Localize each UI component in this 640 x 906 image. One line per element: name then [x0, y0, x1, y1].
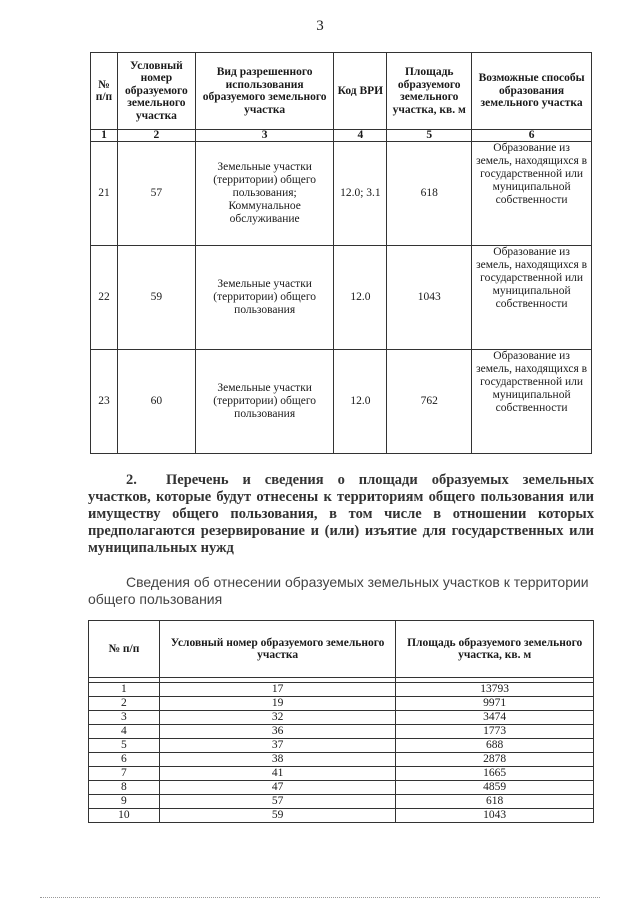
section-text: Перечень и сведения о площади образуемых земельных участков, которые будут отнесены к территориям общего пользования или имуществу общего пользования, в том числе в отношении которых предполагаются резервирование и (или) изъятие для государственных или муниципальных нужд: [88, 472, 594, 556]
row-number: 3: [89, 711, 160, 725]
public-use-plots-table: [88, 620, 594, 823]
table-row: [89, 753, 594, 767]
plot-area: 1773: [396, 725, 594, 739]
plot-number: 59: [159, 809, 396, 823]
plot-area: 1043: [387, 246, 472, 350]
row-number: 6: [89, 753, 160, 767]
plot-area: 3474: [396, 711, 594, 725]
plot-area: 1043: [396, 809, 594, 823]
row-number: 1: [89, 683, 160, 697]
row-number: 4: [89, 725, 160, 739]
row-number: 7: [89, 767, 160, 781]
table-row: [89, 809, 594, 823]
vri-code: 12.0: [334, 246, 387, 350]
table-row: [89, 739, 594, 753]
plot-area: 618: [396, 795, 594, 809]
plot-area: 9971: [396, 697, 594, 711]
table-row: [89, 711, 594, 725]
header-cell: Условный номер образуемого земельного участка: [117, 53, 195, 130]
plot-number: 41: [159, 767, 396, 781]
section-heading: [88, 472, 594, 557]
header-cell: № п/п: [91, 53, 118, 130]
index-cell: 3: [195, 130, 334, 142]
table-row: [89, 795, 594, 809]
table-header-row: [89, 621, 594, 678]
section-number: 2.: [126, 472, 137, 488]
row-number: 9: [89, 795, 160, 809]
plot-number: 19: [159, 697, 396, 711]
row-number: 21: [91, 142, 118, 246]
permitted-use: Земельные участки (территории) общего пользования: [195, 246, 334, 350]
index-cell: 4: [334, 130, 387, 142]
table-row: [91, 246, 592, 350]
plot-area: 13793: [396, 683, 594, 697]
plot-number: 59: [117, 246, 195, 350]
plot-area: 1665: [396, 767, 594, 781]
table-row: [89, 725, 594, 739]
footer-divider: [40, 897, 600, 900]
formation-method: Образование из земель, находящихся в государственной или муниципальной собственности: [472, 246, 592, 350]
plot-number: 38: [159, 753, 396, 767]
plot-number: 57: [117, 142, 195, 246]
table-subtitle: [88, 574, 598, 608]
permitted-use: Земельные участки (территории) общего пользования: [195, 350, 334, 454]
header-cell: Площадь образуемого земельного участка, кв. м: [396, 621, 594, 678]
row-number: 8: [89, 781, 160, 795]
plot-number: 17: [159, 683, 396, 697]
index-cell: 2: [117, 130, 195, 142]
table-row: [91, 350, 592, 454]
subtitle-text: Сведения об отнесении образуемых земельных участков к территории общего пользования: [88, 574, 589, 607]
row-number: 22: [91, 246, 118, 350]
row-number: 2: [89, 697, 160, 711]
row-number: 10: [89, 809, 160, 823]
plot-number: 47: [159, 781, 396, 795]
header-cell: Условный номер образуемого земельного участка: [159, 621, 396, 678]
plot-number: 60: [117, 350, 195, 454]
formation-method: Образование из земель, находящихся в государственной или муниципальной собственности: [472, 142, 592, 246]
plot-area: 762: [387, 350, 472, 454]
header-cell: Площадь образуемого земельного участка, кв. м: [387, 53, 472, 130]
plot-number: 37: [159, 739, 396, 753]
plot-number: 32: [159, 711, 396, 725]
plot-area: 618: [387, 142, 472, 246]
vri-code: 12.0; 3.1: [334, 142, 387, 246]
index-cell: 5: [387, 130, 472, 142]
table-row: [91, 142, 592, 246]
index-cell: 1: [91, 130, 118, 142]
plot-number: 57: [159, 795, 396, 809]
column-index-row: [91, 130, 592, 142]
vri-code: 12.0: [334, 350, 387, 454]
formation-method: Образование из земель, находящихся в государственной или муниципальной собственности: [472, 350, 592, 454]
permitted-use: Земельные участки (территории) общего пользования; Коммунальное обслуживание: [195, 142, 334, 246]
row-number: 23: [91, 350, 118, 454]
table-header-row: [91, 53, 592, 130]
plot-area: 4859: [396, 781, 594, 795]
page-number: 3: [316, 18, 324, 34]
plot-area: 688: [396, 739, 594, 753]
header-cell: Вид разрешенного использования образуемого земельного участка: [195, 53, 334, 130]
header-cell: Возможные способы образования земельного участка: [472, 53, 592, 130]
land-plots-table: [90, 52, 592, 454]
table-row: [89, 683, 594, 697]
table-row: [89, 767, 594, 781]
header-cell: № п/п: [89, 621, 160, 678]
plot-number: 36: [159, 725, 396, 739]
plot-area: 2878: [396, 753, 594, 767]
table-row: [89, 781, 594, 795]
header-cell: Код ВРИ: [334, 53, 387, 130]
row-number: 5: [89, 739, 160, 753]
table-row: [89, 697, 594, 711]
index-cell: 6: [472, 130, 592, 142]
